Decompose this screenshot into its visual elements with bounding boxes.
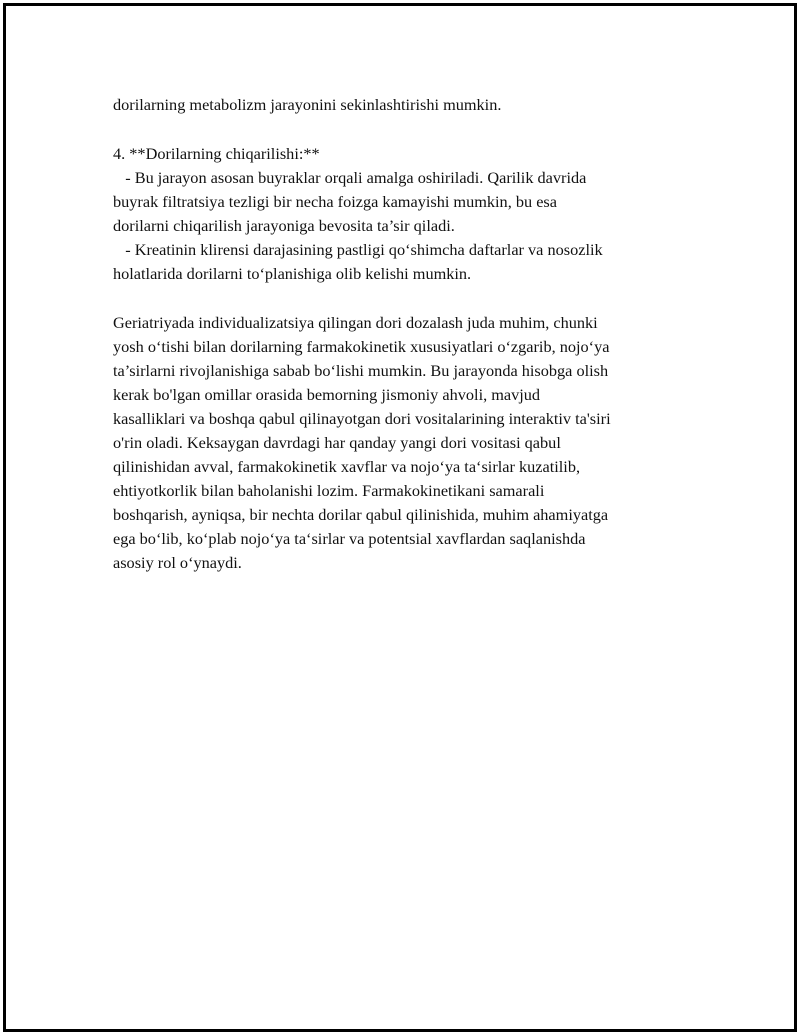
text-line: o'rin oladi. Keksaygan davrdagi har qanday yangi dori vositasi qabul <box>113 433 561 452</box>
text-line: - Bu jarayon asosan buyraklar orqali amalga oshiriladi. Qarilik davrida <box>113 168 587 187</box>
text-line: dorilarning metabolizm jarayonini sekinlashtirishi mumkin. <box>113 95 502 114</box>
text-line: dorilarni chiqarilish jarayoniga bevosita ta’sir qiladi. <box>113 216 455 235</box>
text-line: - Kreatinin klirensi darajasining pastligi qo‘shimcha daftarlar va nosozlik <box>113 240 603 259</box>
text-line: ega bo‘lib, ko‘plab nojo‘ya ta‘sirlar va potentsial xavflardan saqlanishda <box>113 529 586 548</box>
text-line: boshqarish, ayniqsa, bir nechta dorilar qabul qilinishida, muhim ahamiyatga <box>113 505 609 524</box>
paragraph-geriatric-dosing <box>113 311 683 575</box>
list-heading: 4. **Dorilarning chiqarilishi:** <box>113 144 320 163</box>
text-line: ta’sirlarni rivojlanishiga sabab bo‘lishi mumkin. Bu jarayonda hisobga olish <box>113 361 609 380</box>
paragraph-metabolism-tail <box>113 93 683 117</box>
text-line: ehtiyotkorlik bilan baholanishi lozim. Farmakokinetikani samarali <box>113 481 545 500</box>
text-line: asosiy rol o‘ynaydi. <box>113 553 242 572</box>
paragraph-excretion <box>113 142 683 286</box>
text-line: Geriatriyada individualizatsiya qilingan dori dozalash juda muhim, chunki <box>113 313 598 332</box>
text-line: kasalliklari va boshqa qabul qilinayotgan dori vositalarining interaktiv ta'siri <box>113 409 611 428</box>
text-line: yosh o‘tishi bilan dorilarning farmakokinetik xususiyatlari o‘zgarib, nojo‘ya <box>113 337 610 356</box>
text-line: holatlarida dorilarni to‘planishiga olib kelishi mumkin. <box>113 264 472 283</box>
text-line: kerak bo'lgan omillar orasida bemorning jismoniy ahvoli, mavjud <box>113 385 541 404</box>
text-line: buyrak filtratsiya tezligi bir necha foizga kamayishi mumkin, bu esa <box>113 192 557 211</box>
text-line: qilinishidan avval, farmakokinetik xavflar va nojo‘ya ta‘sirlar kuzatilib, <box>113 457 581 476</box>
